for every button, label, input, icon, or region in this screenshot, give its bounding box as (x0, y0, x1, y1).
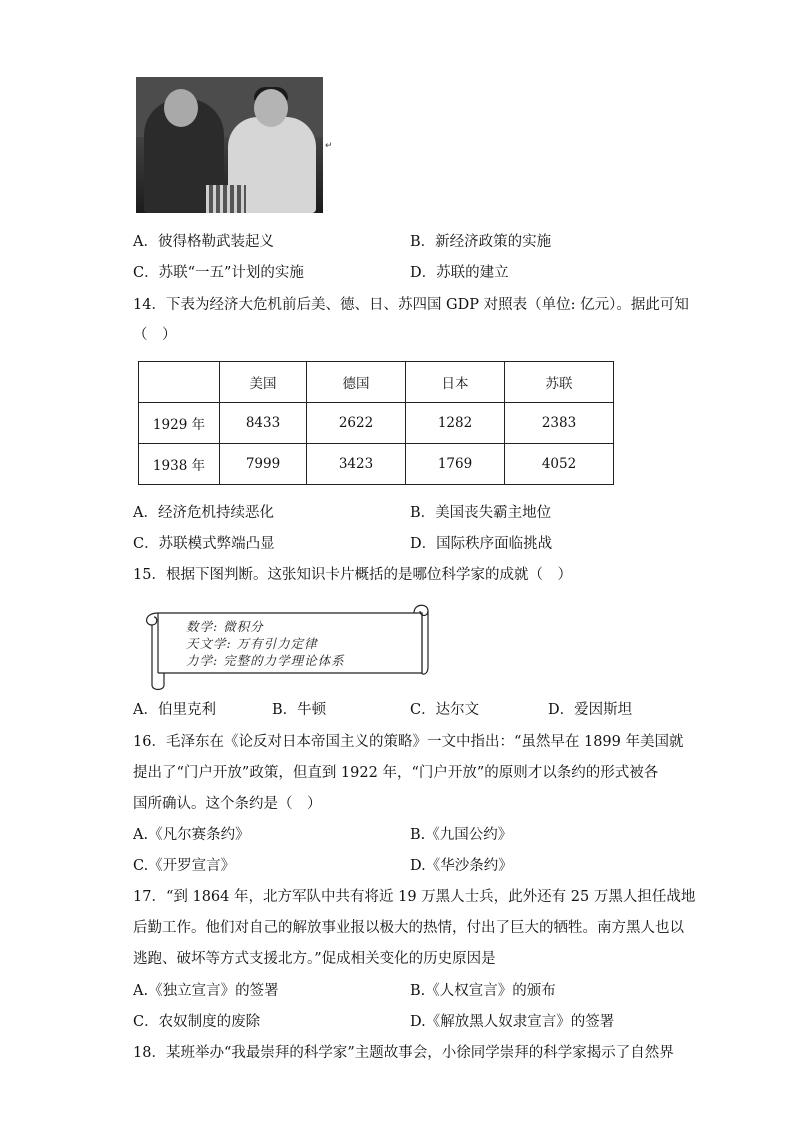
card-line-mechanics: 力学: 完整的力学理论体系 (186, 653, 345, 668)
table-cell: 1282 (406, 403, 505, 444)
q17-option-b[interactable]: B.《人权宣言》的颁布 (410, 983, 556, 999)
q16-option-d[interactable]: D.《华沙条约》 (410, 858, 513, 874)
q17-option-d[interactable]: D.《解放黑人奴隶宣言》的签署 (410, 1014, 615, 1030)
table-cell (139, 362, 220, 403)
table-cell: 8433 (220, 403, 307, 444)
q14-option-b[interactable]: B．美国丧失霸主地位 (410, 505, 552, 521)
q14-stem-line1: 14．下表为经济大危机前后美、德、日、苏四国 GDP 对照表（单位: 亿元）。据此可知 (133, 297, 689, 313)
q13-option-d[interactable]: D．苏联的建立 (410, 265, 509, 281)
q17-stem-line1: 17．“到 1864 年，北方军队中共有将近 19 万黑人士兵，此外还有 25 万黑人担任战地 (133, 889, 696, 905)
table-cell: 1769 (406, 444, 505, 485)
q15-stem: 15．根据下图判断。这张知识卡片概括的是哪位科学家的成就（ ） (133, 567, 572, 583)
table-cell: 4052 (505, 444, 614, 485)
gdp-table (138, 361, 614, 485)
paragraph-mark-icon: ↵ (325, 141, 333, 151)
q17-stem-line3: 逃跑、破坏等方式支援北方。”促成相关变化的历史原因是 (133, 951, 496, 967)
q17-option-a[interactable]: A.《独立宣言》的签署 (133, 983, 279, 999)
q14-option-a[interactable]: A．经济危机持续恶化 (133, 505, 274, 521)
q16-stem-line1: 16．毛泽东在《论反对日本帝国主义的策略》一文中指出：“虽然早在 1899 年美国就 (133, 734, 684, 750)
q15-option-d[interactable]: D．爱因斯坦 (548, 702, 633, 718)
q15-option-c[interactable]: C．达尔文 (410, 702, 480, 718)
table-cell: 3423 (307, 444, 406, 485)
table-header-row (139, 362, 614, 403)
table-cell: 7999 (220, 444, 307, 485)
q16-option-c[interactable]: C.《开罗宣言》 (133, 858, 236, 874)
table-cell: 苏联 (505, 362, 614, 403)
q14-option-c[interactable]: C．苏联模式弊端凸显 (133, 536, 275, 552)
table-cell: 2383 (505, 403, 614, 444)
q16-stem-line2: 提出了“门户开放”政策，但直到 1922 年，“门户开放”的原则才以条约的形式被各 (133, 765, 659, 781)
q14-stem-line2: （ ） (133, 327, 177, 343)
card-line-astronomy: 天文学: 万有引力定律 (186, 636, 318, 651)
table-row (139, 403, 614, 444)
table-row (139, 444, 614, 485)
q14-option-d[interactable]: D．国际秩序面临挑战 (410, 536, 553, 552)
table-cell: 德国 (307, 362, 406, 403)
q17-stem-line2: 后勤工作。他们对自己的解放事业报以极大的热情，付出了巨大的牺牲。南方黑人也以 (133, 920, 684, 936)
q16-option-b[interactable]: B.《九国公约》 (410, 827, 513, 843)
q16-option-a[interactable]: A.《凡尔赛条约》 (133, 827, 250, 843)
table-cell: 1929 年 (139, 403, 220, 444)
q13-option-c[interactable]: C．苏联“一五”计划的实施 (133, 265, 304, 281)
q13-option-a[interactable]: A．彼得格勒武装起义 (133, 234, 274, 250)
q15-option-a[interactable]: A．伯里克利 (133, 702, 216, 718)
q17-option-c[interactable]: C．农奴制度的废除 (133, 1014, 261, 1030)
q13-option-b[interactable]: B．新经济政策的实施 (410, 234, 552, 250)
table-cell: 2622 (307, 403, 406, 444)
historical-photo (136, 77, 323, 213)
table-cell: 日本 (406, 362, 505, 403)
table-cell: 美国 (220, 362, 307, 403)
card-line-math: 数学: 微积分 (186, 619, 264, 634)
knowledge-card-scroll (140, 601, 430, 691)
q16-stem-line3: 国所确认。这个条约是（ ） (133, 796, 322, 812)
table-cell: 1938 年 (139, 444, 220, 485)
q18-stem-line1: 18．某班举办“我最崇拜的科学家”主题故事会，小徐同学崇拜的科学家揭示了自然界 (133, 1045, 674, 1061)
q15-option-b[interactable]: B．牛顿 (272, 702, 327, 718)
